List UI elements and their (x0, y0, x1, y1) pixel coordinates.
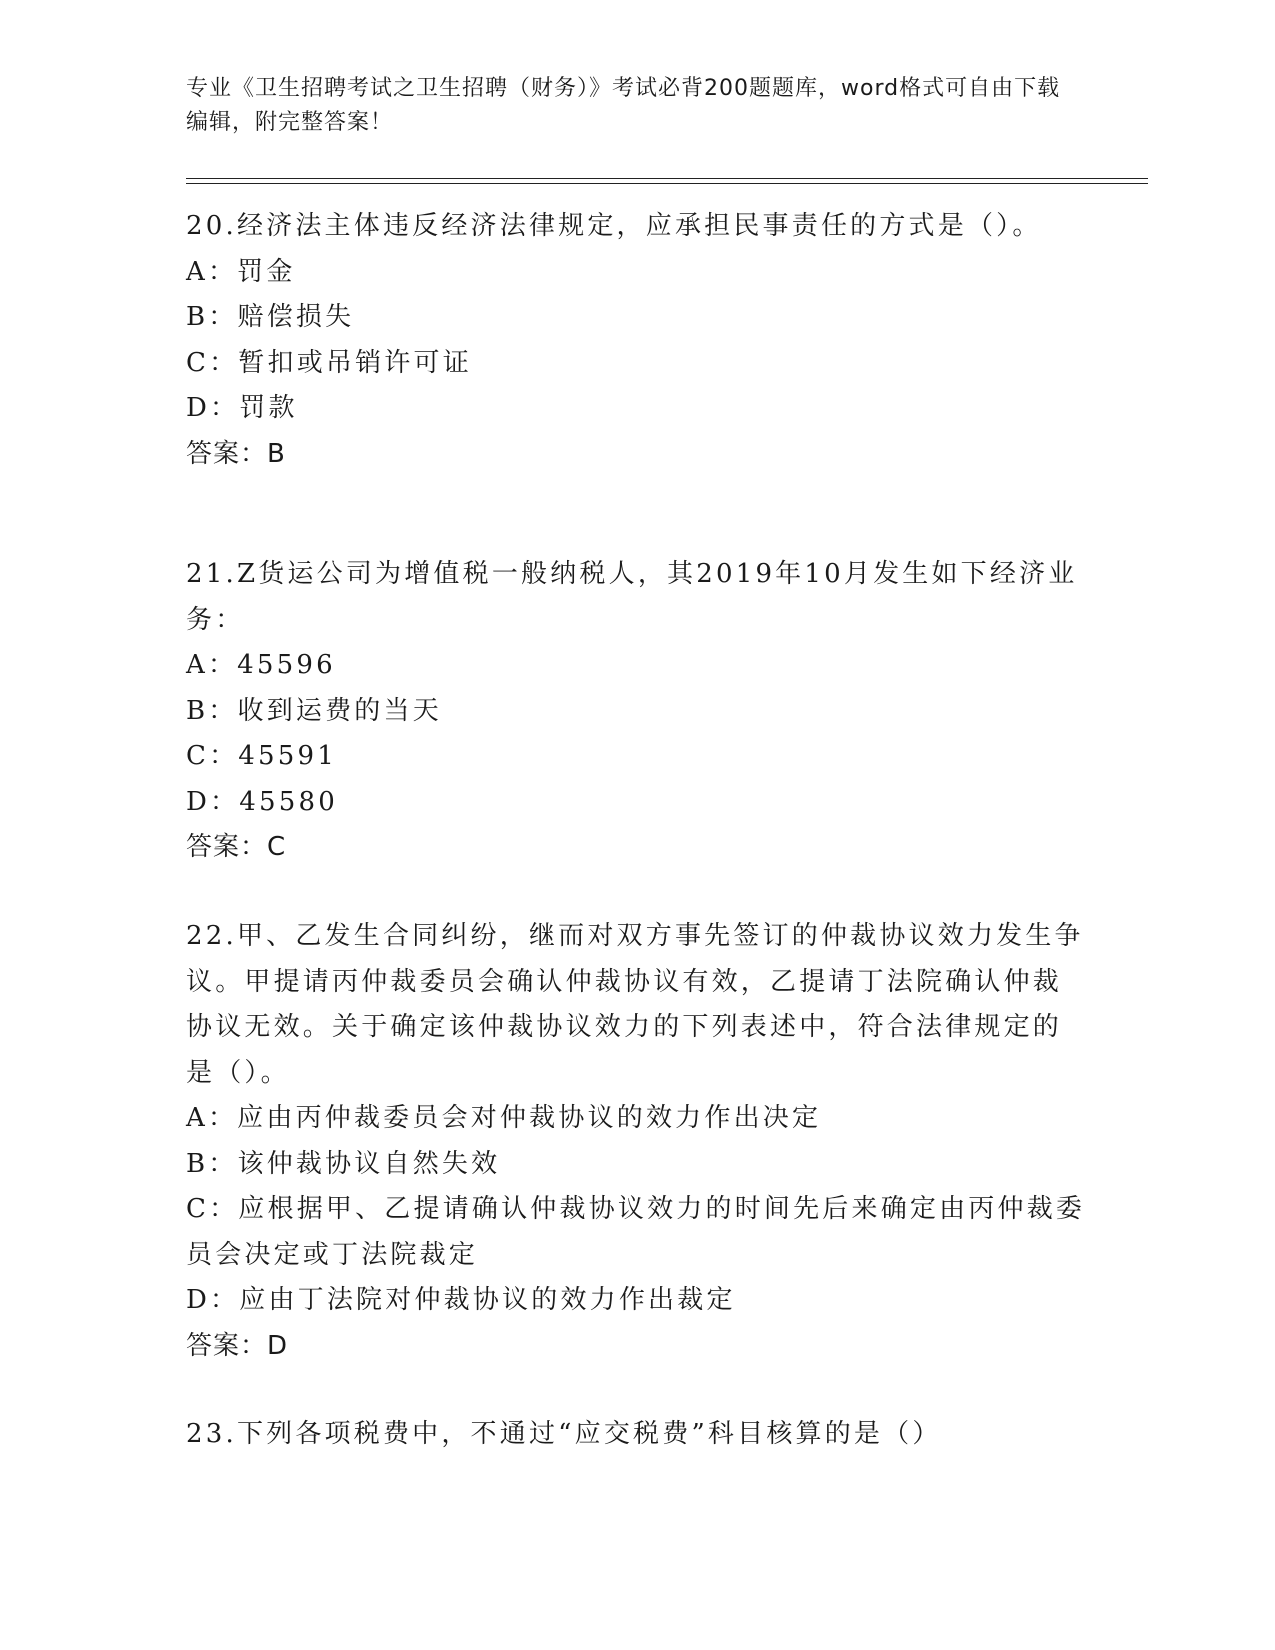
header-divider-top (186, 178, 1148, 179)
question-stem: 23.下列各项税费中，不通过“应交税费”科目核算的是（） (186, 1419, 942, 1449)
question-stem: 21.Z货运公司为增值税一般纳税人，其2019年10月发生如下经济业 (186, 559, 1078, 589)
option-c: C：暂扣或吊销许可证 (186, 347, 472, 378)
option-c: C：应根据甲、乙提请确认仲裁协议效力的时间先后来确定由丙仲裁委 (186, 1194, 1086, 1224)
option-a: A：应由丙仲裁委员会对仲裁协议的效力作出决定 (186, 1103, 822, 1133)
question-20 (186, 204, 1086, 477)
option-d: D：45580 (186, 786, 338, 817)
question-stem: 协议无效。关于确定该仲裁协议效力的下列表述中，符合法律规定的 (186, 1012, 1063, 1042)
option-d: D：罚款 (186, 393, 298, 423)
header-divider-bottom (186, 183, 1148, 184)
question-22 (186, 914, 1086, 1369)
option-b: B：赔偿损失 (186, 302, 355, 332)
answer-label: 答案：D (186, 1330, 289, 1361)
question-stem: 22.甲、乙发生合同纠纷，继而对双方事先签订的仲裁协议效力发生争 (186, 921, 1084, 951)
option-d: D：应由丁法院对仲裁协议的效力作出裁定 (186, 1285, 736, 1315)
option-c: C：45591 (186, 741, 338, 771)
answer-label: 答案：B (186, 438, 286, 469)
question-stem: 20.经济法主体违反经济法律规定，应承担民事责任的方式是（）。 (186, 211, 1042, 241)
option-c-continued: 员会决定或丁法院裁定 (186, 1239, 479, 1270)
option-b: B：收到运费的当天 (186, 695, 442, 726)
question-stem: 务： (186, 604, 245, 635)
option-a: A：45596 (186, 650, 336, 680)
question-23 (186, 1412, 1086, 1458)
option-a: A：罚金 (186, 256, 296, 287)
document-intro: 专业《卫生招聘考试之卫生招聘（财务）》考试必背200题题库，word格式可自由下载编辑，附完整答案！ (186, 76, 1061, 135)
question-stem: 议。甲提请丙仲裁委员会确认仲裁协议有效，乙提请丁法院确认仲裁 (186, 966, 1063, 997)
answer-label: 答案：C (186, 832, 287, 862)
question-21 (186, 552, 1086, 871)
question-stem: 是（）。 (186, 1057, 290, 1088)
option-b: B：该仲裁协议自然失效 (186, 1148, 501, 1179)
